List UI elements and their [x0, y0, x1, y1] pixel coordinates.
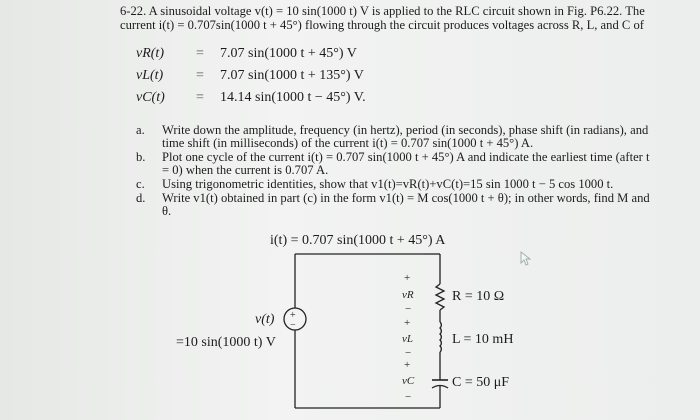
part-text-line: θ.	[162, 204, 172, 218]
equation-rhs: 14.14 sin(1000 t − 45°) V.	[220, 90, 366, 105]
part-text-line: time shift (in milliseconds) of the current i(t) = 0.707 sin(1000 t + 45°) A.	[162, 136, 534, 150]
resistor-label: R = 10 Ω	[452, 289, 505, 304]
equation-lhs: vC(t)	[136, 90, 165, 105]
capacitor-label: C = 50 μF	[452, 375, 510, 390]
mouse-cursor-icon	[521, 252, 530, 265]
part-marker: d.	[136, 191, 146, 205]
resistor-icon	[436, 284, 444, 310]
equation-rhs: 7.07 sin(1000 t + 135°) V	[220, 68, 364, 83]
source-label-bottom: =10 sin(1000 t) V	[176, 335, 276, 350]
source-minus: −	[290, 320, 296, 331]
inductor-label: L = 10 mH	[452, 332, 514, 347]
equation-rhs: 7.07 sin(1000 t + 45°) V	[220, 46, 357, 61]
source-label-top: v(t)	[255, 312, 275, 327]
vr-plus: +	[404, 272, 411, 284]
equals-sign: =	[196, 46, 204, 61]
part-text-line: Write down the amplitude, frequency (in hertz), period (in seconds), phase shift (in radians), and	[162, 123, 649, 137]
part-text-line: Using trigonometric identities, show that v1(t)=vR(t)+vC(t)=15 sin 1000 t − 5 cos 1000 t.	[162, 177, 614, 191]
part-text-line: Write v1(t) obtained in part (c) in the form v1(t) = M cos(1000 t + θ); in other words, find M and	[162, 191, 650, 205]
equation-lhs: vL(t)	[136, 68, 164, 83]
problem-line-2: current i(t) = 0.707sin(1000 t + 45°) flowing through the circuit produces voltages across R, L, and C of	[120, 18, 644, 32]
vr-label: vR	[402, 289, 414, 301]
vr-minus: −	[405, 303, 412, 315]
equals-sign: =	[196, 90, 204, 105]
vc-plus: +	[404, 359, 411, 371]
equation-lhs: vR(t)	[136, 46, 164, 61]
equals-sign: =	[196, 68, 204, 83]
vl-label: vL	[402, 333, 413, 345]
part-marker: c.	[136, 177, 145, 191]
current-label: i(t) = 0.707 sin(1000 t + 45°) A	[270, 233, 446, 248]
part-text-line: = 0) when the current is 0.707 A.	[162, 163, 329, 177]
vl-minus: −	[405, 347, 412, 359]
part-marker: b.	[136, 150, 146, 164]
vc-label: vC	[402, 375, 415, 387]
part-text-line: Plot one cycle of the current i(t) = 0.707 sin(1000 t + 45°) A and indicate the earliest time (after t	[162, 150, 650, 164]
part-marker: a.	[136, 123, 145, 137]
vl-plus: +	[404, 317, 411, 329]
source-plus: +	[290, 310, 296, 321]
vc-minus: −	[405, 391, 412, 403]
problem-line-1: 6-22. A sinusoidal voltage v(t) = 10 sin(1000 t) V is applied to the RLC circuit shown in Fig. P6.22. The	[120, 4, 645, 18]
inductor-icon	[440, 322, 441, 352]
